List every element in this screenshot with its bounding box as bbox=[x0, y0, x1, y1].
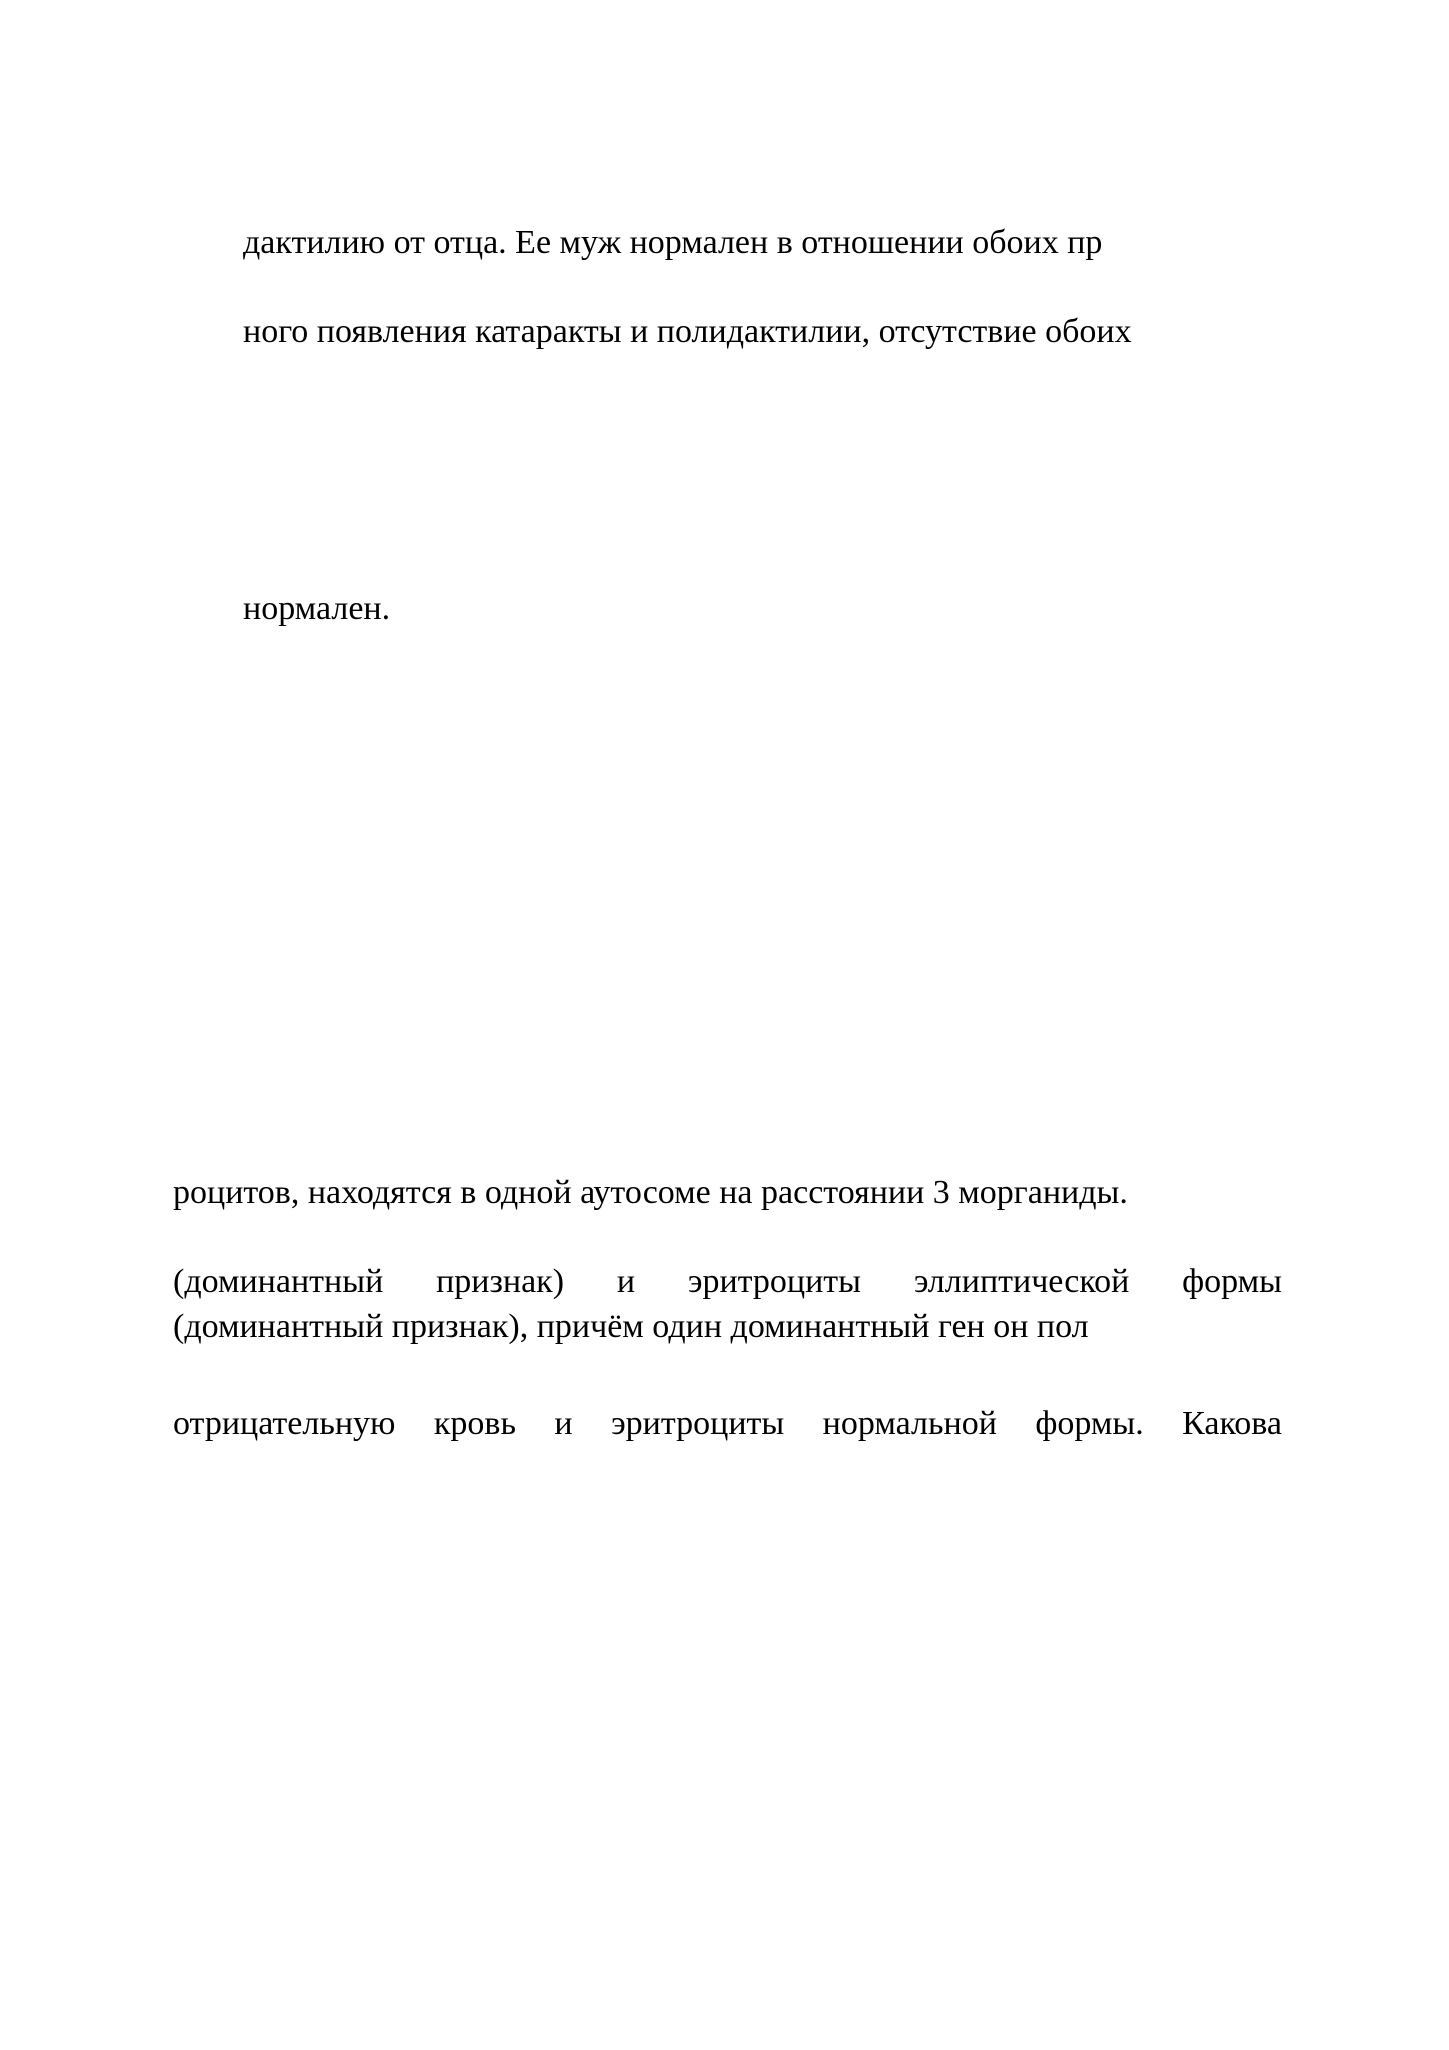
text-line-7: отрицательную кровь и эритроциты нормальной формы. Какова bbox=[173, 1405, 1282, 1442]
text-line-2: ного появления катаракты и полидактилии, отсутствие обоих bbox=[243, 313, 1132, 350]
text-line-3: нормален. bbox=[243, 590, 391, 627]
text-line-5: (доминантный признак) и эритроциты эллиптической формы bbox=[173, 1263, 1282, 1300]
text-line-4: роцитов, находятся в одной аутосоме на расстоянии 3 морганиды. bbox=[173, 1174, 1128, 1211]
text-line-6: (доминантный признак), причём один доминантный ген он пол bbox=[173, 1308, 1089, 1345]
text-line-1: дактилию от отца. Ее муж нормален в отношении обоих пр bbox=[243, 224, 1103, 261]
